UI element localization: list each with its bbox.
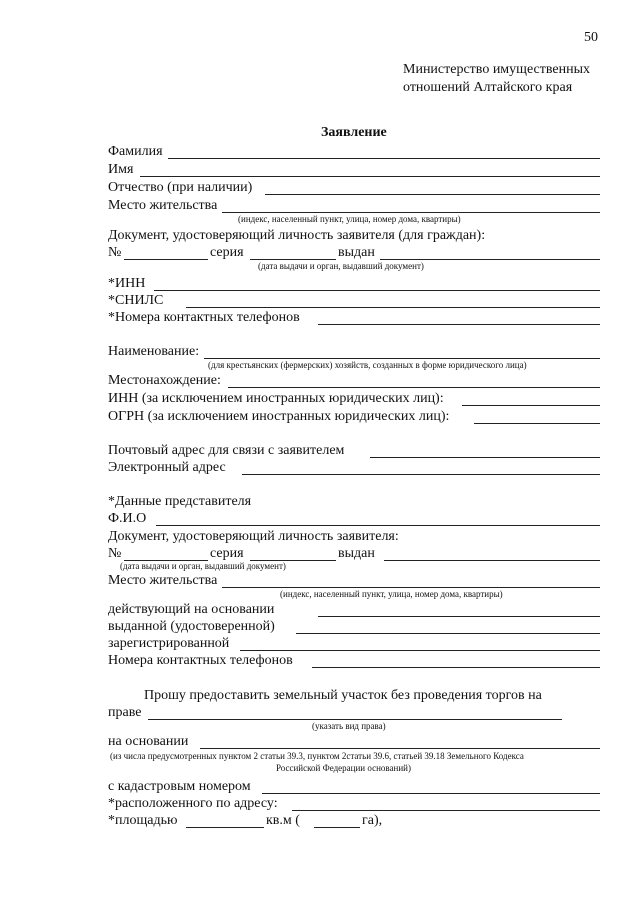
email-label: Электронный адрес [108, 460, 226, 475]
cadastral-field[interactable] [262, 793, 600, 794]
phones-field[interactable] [318, 324, 600, 325]
surname-label: Фамилия [108, 144, 163, 159]
org-name-field[interactable] [204, 358, 600, 359]
rep-id-series-label: серия [210, 546, 244, 561]
cadastral-label: с кадастровым номером [108, 779, 251, 794]
id-issued-label: выдан [338, 245, 375, 260]
rep-registered-field[interactable] [240, 650, 600, 651]
rep-residence-hint: (индекс, населенный пункт, улица, номер дома, квартиры) [280, 589, 503, 599]
addressee-line-2: отношений Алтайского края [403, 80, 573, 95]
area-sqm-unit: кв.м ( [266, 813, 300, 828]
id-issued-hint: (дата выдачи и орган, выдавший документ) [258, 261, 424, 271]
representative-heading: *Данные представителя [108, 494, 252, 509]
patronymic-field[interactable] [265, 194, 600, 195]
surname-field[interactable] [168, 158, 600, 159]
residence-label: Место жительства [108, 198, 218, 213]
basis-label: на основании [108, 734, 189, 749]
id-series-label: серия [210, 245, 244, 260]
basis-hint-line-1: (из числа предусмотренных пунктом 2 статьи 39.3, пунктом 2статьи 39.6, статьей 39.18 Земельного Кодекса [110, 751, 524, 761]
address-label: *расположенного по адресу: [108, 796, 278, 811]
phones-label: *Номера контактных телефонов [108, 310, 300, 325]
name-label: Имя [108, 162, 134, 177]
org-ogrn-field[interactable] [474, 423, 600, 424]
area-ha-unit: га), [362, 813, 383, 828]
request-text: Прошу предоставить земельный участок без проведения торгов на [144, 688, 542, 703]
id-series-field[interactable] [250, 259, 336, 260]
rep-issued-by-field[interactable] [296, 633, 600, 634]
id-number-label: № [108, 245, 122, 260]
name-field[interactable] [140, 176, 600, 177]
area-ha-field[interactable] [314, 827, 360, 828]
email-field[interactable] [242, 474, 600, 475]
id-issued-field[interactable] [380, 259, 600, 260]
right-hint: (указать вид права) [312, 721, 386, 731]
postal-address-field[interactable] [370, 457, 600, 458]
page-number: 50 [584, 30, 598, 45]
org-inn-label: ИНН (за исключением иностранных юридических лиц): [108, 391, 444, 406]
rep-fio-field[interactable] [156, 525, 600, 526]
area-sqm-field[interactable] [186, 827, 264, 828]
rep-id-issued-label: выдан [338, 546, 375, 561]
rep-id-issued-hint: (дата выдачи и орган, выдавший документ) [120, 561, 286, 571]
inn-field[interactable] [154, 290, 600, 291]
rep-residence-label: Место жительства [108, 573, 218, 588]
rep-issued-by-label: выданной (удостоверенной) [108, 619, 275, 634]
org-inn-field[interactable] [462, 405, 600, 406]
patronymic-label: Отчество (при наличии) [108, 180, 253, 195]
rep-phones-field[interactable] [312, 667, 600, 668]
org-location-field[interactable] [228, 387, 600, 388]
right-label: праве [108, 705, 142, 720]
addressee-line-1: Министерство имущественных [403, 62, 590, 77]
rep-id-number-label: № [108, 546, 122, 561]
residence-hint: (индекс, населенный пункт, улица, номер дома, квартиры) [238, 214, 461, 224]
rep-id-doc-label: Документ, удостоверяющий личность заявителя: [108, 529, 399, 544]
org-location-label: Местонахождение: [108, 373, 221, 388]
rep-residence-field[interactable] [222, 587, 600, 588]
id-doc-label: Документ, удостоверяющий личность заявителя (для граждан): [108, 228, 486, 243]
rep-registered-label: зарегистрированной [108, 636, 230, 651]
area-label: *площадью [108, 813, 178, 828]
rep-basis-field[interactable] [318, 616, 600, 617]
rep-phones-label: Номера контактных телефонов [108, 653, 293, 668]
document-title: Заявление [321, 125, 387, 140]
basis-field[interactable] [200, 748, 600, 749]
org-name-label: Наименование: [108, 344, 200, 359]
rep-fio-label: Ф.И.О [108, 511, 147, 526]
snils-field[interactable] [186, 307, 600, 308]
inn-label: *ИНН [108, 276, 146, 291]
basis-hint-line-2: Российской Федерации оснований) [276, 763, 411, 773]
id-number-field[interactable] [124, 259, 208, 260]
right-field[interactable] [148, 719, 562, 720]
snils-label: *СНИЛС [108, 293, 164, 308]
rep-id-issued-field[interactable] [384, 560, 600, 561]
rep-basis-label: действующий на основании [108, 602, 275, 617]
residence-field[interactable] [222, 212, 600, 213]
org-ogrn-label: ОГРН (за исключением иностранных юридических лиц): [108, 409, 450, 424]
org-name-hint: (для крестьянских (фермерских) хозяйств, созданных в форме юридического лица) [208, 360, 527, 370]
postal-address-label: Почтовый адрес для связи с заявителем [108, 443, 345, 458]
address-field[interactable] [292, 810, 600, 811]
